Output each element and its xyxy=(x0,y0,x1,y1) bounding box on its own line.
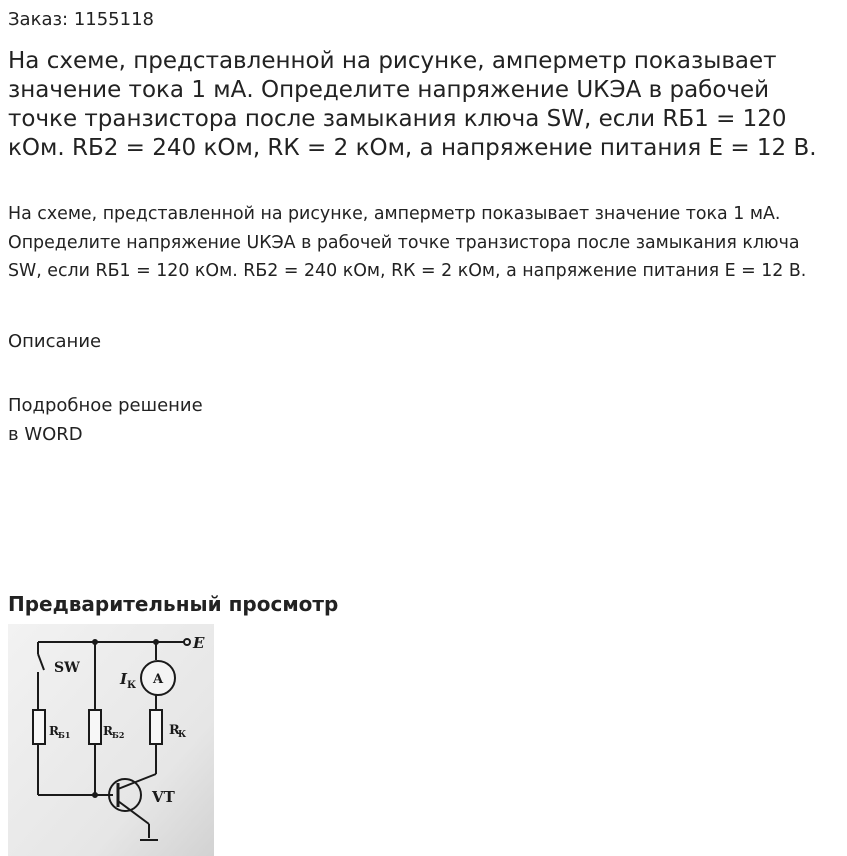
label-ammeter: A xyxy=(153,672,164,687)
label-rb2: R xyxy=(103,724,113,738)
solution-line-1: Подробное решение xyxy=(8,395,203,416)
solution-line-2: в WORD xyxy=(8,424,83,445)
resistor-rb2 xyxy=(89,710,101,744)
label-rb1: R xyxy=(49,724,59,738)
label-rk: R xyxy=(169,723,180,738)
description-heading: Описание xyxy=(8,331,102,352)
order-number: Заказ: 1155118 xyxy=(8,9,154,30)
supply-terminal xyxy=(184,639,190,645)
label-rb2-sub: Б2 xyxy=(112,730,125,740)
preview-image[interactable] xyxy=(8,624,214,856)
circuit-diagram xyxy=(8,624,214,856)
label-sw: SW xyxy=(54,660,80,676)
label-rk-sub: К xyxy=(178,730,187,740)
label-ik-sub: К xyxy=(127,680,137,691)
preview-heading: Предварительный просмотр xyxy=(8,592,339,616)
label-e: E xyxy=(193,634,205,652)
solution-note xyxy=(8,391,203,449)
resistor-rk xyxy=(150,710,162,744)
resistor-rb1 xyxy=(33,710,45,744)
task-description: На схеме, представленной на рисунке, амперметр показывает значение тока 1 мА. Определите напряжение UКЭА в рабочей точке транзистора после замыкания ключа SW, если RБ1 = 120 кОм. RБ2 = 240 кОм, RК = 2 кОм, а напряжение питания Е = 12 В. xyxy=(8,204,807,281)
task-title: На схеме, представленной на рисунке, амперметр показывает значение тока 1 мА. Определите напряжение UКЭА в рабочей точке транзистора после замыкания ключа SW, если RБ1 = 120 кОм. RБ2 = 240 кОм, RК = 2 кОм, а напряжение питания Е = 12 В. xyxy=(8,48,817,161)
label-rb1-sub: Б1 xyxy=(58,730,71,740)
label-ik: I xyxy=(120,670,128,688)
label-vt: VT xyxy=(152,788,175,806)
